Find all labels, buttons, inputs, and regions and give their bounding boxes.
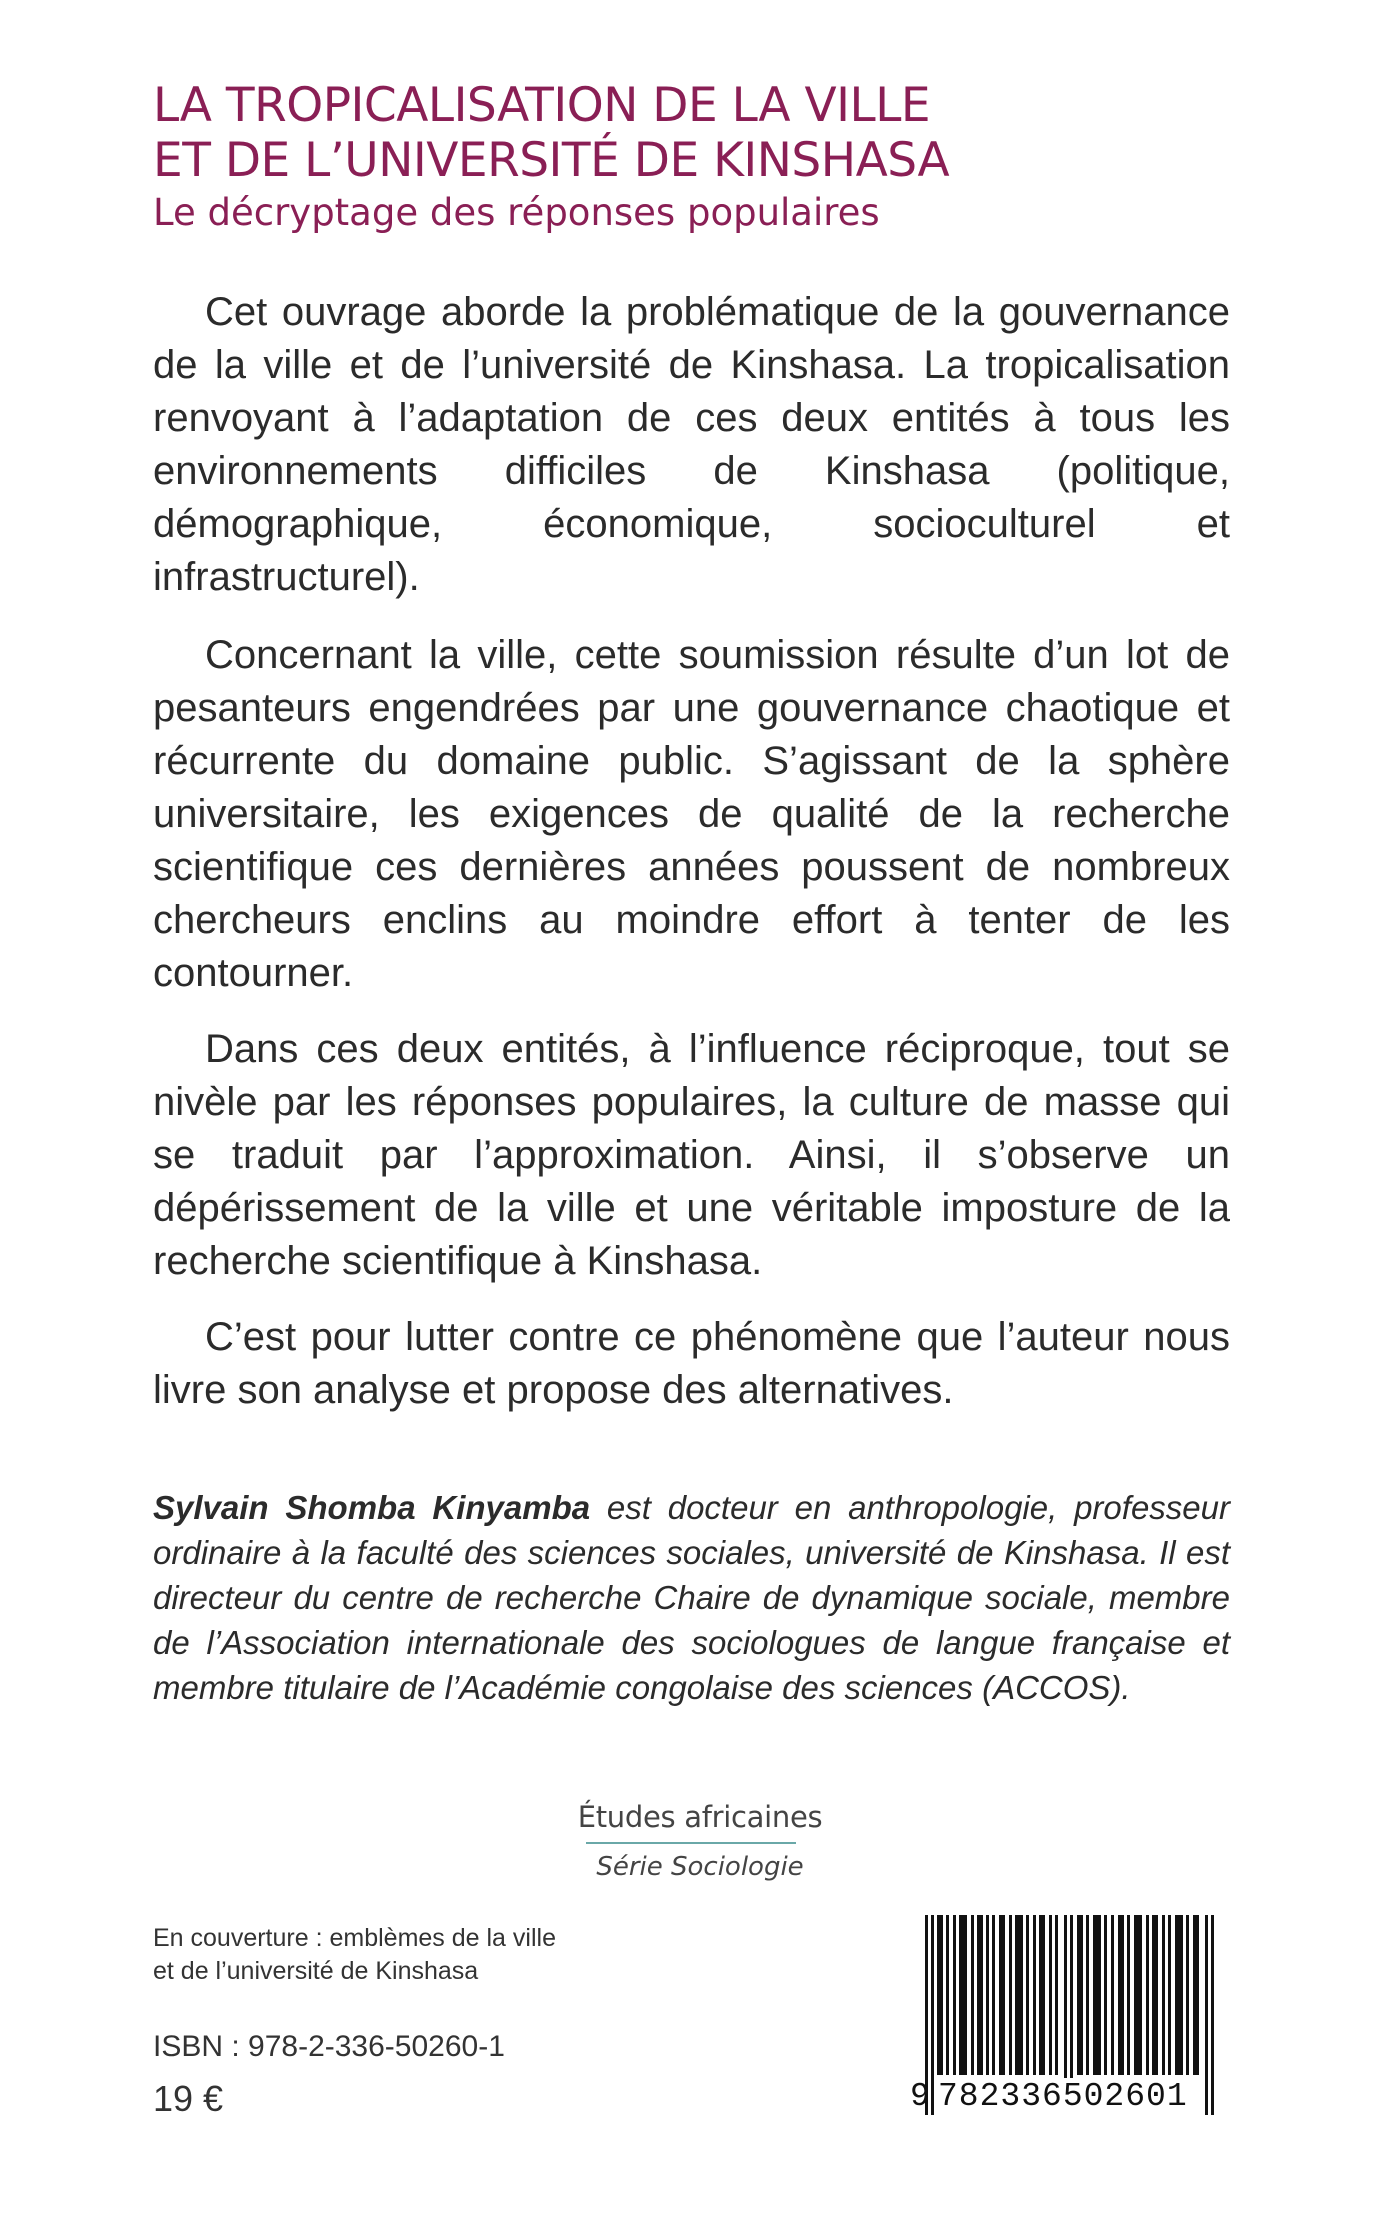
title-line-2: ET DE L’UNIVERSITÉ DE KINSHASA bbox=[153, 133, 950, 188]
cover-credit-line-1: En couverture : emblèmes de la ville bbox=[153, 1924, 556, 1952]
body-paragraph-4: C’est pour lutter contre ce phénomène que l’auteur nous livre son analyse et propose des alternatives. bbox=[153, 1315, 1230, 1412]
series-name: Études africaines bbox=[577, 1800, 823, 1834]
barcode-number: 782336502601 bbox=[938, 2078, 1188, 2115]
cover-credit-line-2: et de l’université de Kinshasa bbox=[153, 1957, 479, 1985]
body-paragraph-1: Cet ouvrage aborde la problématique de la gouvernance de la ville et de l’université de Kinshasa. La tropicalisation renvoyant à l’adaptation de ces deux entités à tous les environnements difficiles de Kinshasa (politique, démographique, économique, socioculturel et infrastructurel). bbox=[153, 290, 1230, 599]
author-name: Sylvain Shomba Kinyamba bbox=[153, 1489, 591, 1526]
body-paragraph-3: Dans ces deux entités, à l’influence réciproque, tout se nivèle par les réponses populaires, la culture de masse qui se traduit par l’approximation. Ainsi, il s’observe un dépérissement de la ville et une véritable imposture de la recherche scientifique à Kinshasa. bbox=[153, 1027, 1230, 1283]
series-divider bbox=[586, 1842, 796, 1844]
cover-credit bbox=[153, 1922, 673, 1988]
author-bio-text: est docteur en anthropologie, professeur ordinaire à la faculté des sciences sociales, université de Kinshasa. Il est directeur du centre de recherche Chaire de dynamique sociale, membre de l’Association internationale des sociologues de langue française et membre titulaire de l’Académie congolaise des sciences (ACCOS). bbox=[153, 1489, 1230, 1706]
series-subseries: Série Sociologie bbox=[596, 1852, 804, 1882]
isbn: ISBN : 978-2-336-50260-1 bbox=[153, 2030, 505, 2063]
barcode-first-digit: 9 bbox=[910, 2078, 931, 2115]
author-bio bbox=[153, 1485, 1230, 1710]
title-line-1: LA TROPICALISATION DE LA VILLE bbox=[153, 78, 931, 133]
price: 19 € bbox=[153, 2078, 224, 2119]
book-title bbox=[153, 78, 1303, 188]
body-paragraph-2: Concernant la ville, cette soumission résulte d’un lot de pesanteurs engendrées par une gouvernance chaotique et récurrente du domaine public. S’agissant de la sphère universitaire, les exigences de qualité de la recherche scientifique ces dernières années poussent de nombreux chercheurs enclins au moindre effort à tenter de les contourner. bbox=[153, 633, 1230, 995]
book-subtitle: Le décryptage des réponses populaires bbox=[153, 191, 880, 234]
